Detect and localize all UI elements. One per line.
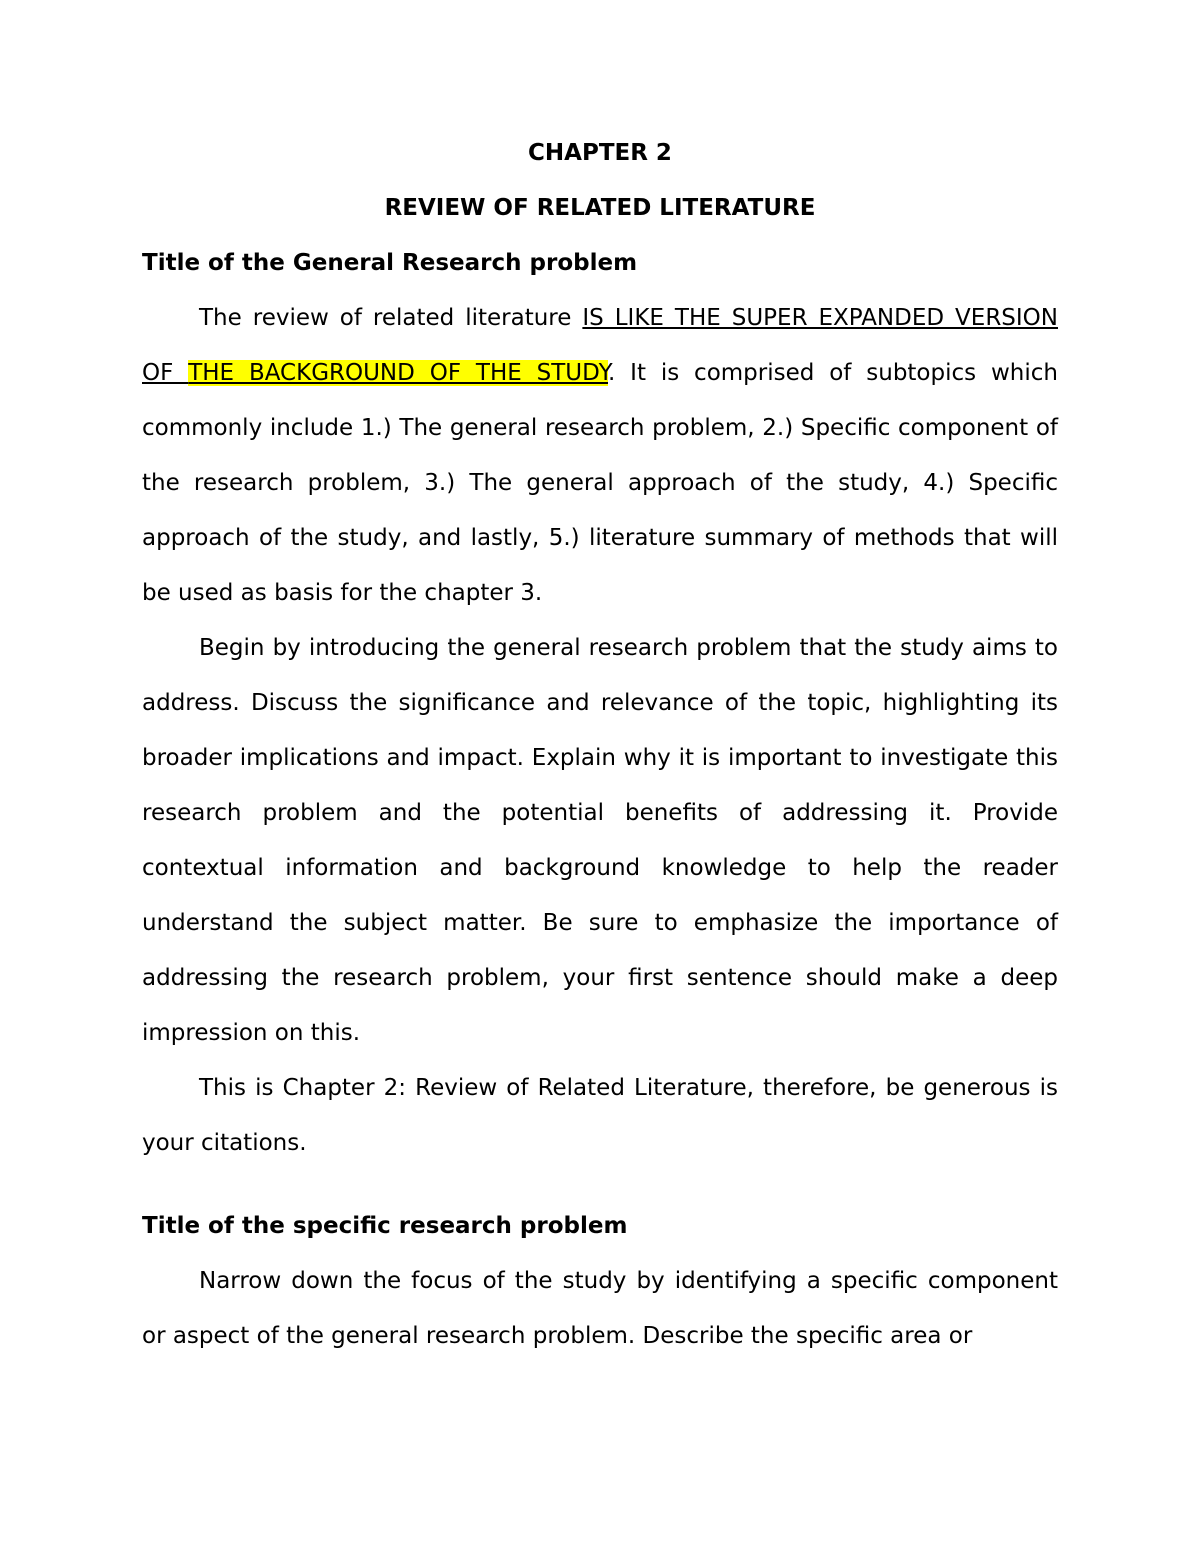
chapter-number: CHAPTER 2 bbox=[528, 140, 672, 166]
paragraph-citations-note: This is Chapter 2: Review of Related Literature, therefore, be generous is your citations. bbox=[142, 1075, 1058, 1156]
section-heading-specific: Title of the specific research problem bbox=[142, 1213, 628, 1239]
intro-rest: . It is comprised of subtopics which commonly include 1.) The general research problem, 2.) Specific component of the research problem, 3.) The general approach of the study, 4.) Specific approach of the study, and lastly, 5.) literature summary of methods that will be used as basis for the chapter 3. bbox=[142, 360, 1058, 606]
paragraph-intro bbox=[142, 291, 1058, 621]
paragraph-specific-problem: Narrow down the focus of the study by identifying a specific component or aspect of the general research problem. Describe the specific area or bbox=[142, 1268, 1058, 1349]
document-page bbox=[142, 126, 1058, 1364]
section-spacer bbox=[142, 1171, 1058, 1199]
paragraph-general-problem: Begin by introducing the general research problem that the study aims to address. Discuss the significance and relevance of the topic, highlighting its broader implications and impact. Explain why it is important to investigate this research problem and the potential benefits of addressing it. Provide contextual information and background knowledge to help the reader understand the subject matter. Be sure to emphasize the importance of addressing the research problem, your first sentence should make a deep impression on this. bbox=[142, 635, 1058, 1046]
chapter-title: REVIEW OF RELATED LITERATURE bbox=[384, 195, 816, 221]
section-heading-general: Title of the General Research problem bbox=[142, 250, 638, 276]
underlined-phrase: IS LIKE THE SUPER EXPANDED VERSION OF bbox=[142, 305, 1058, 386]
intro-lead: The review of related literature bbox=[199, 305, 583, 331]
highlighted-text: THE BACKGROUND OF THE STUDY bbox=[188, 360, 608, 386]
